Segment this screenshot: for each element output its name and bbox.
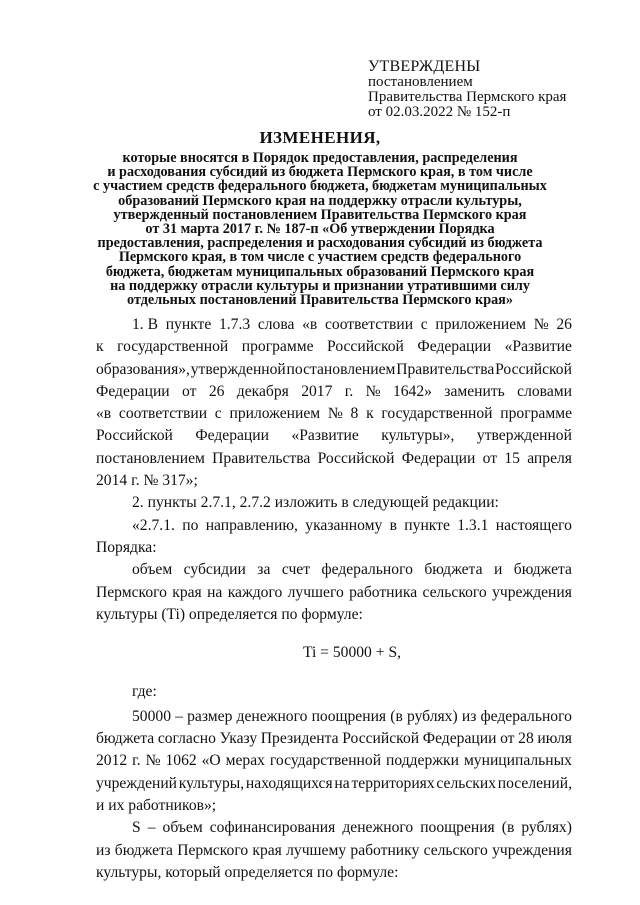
word: рублях)	[521, 819, 572, 837]
text-line	[96, 403, 572, 425]
text-line	[96, 728, 572, 750]
approval-line: от 02.03.2022 № 152-п	[368, 104, 511, 120]
word: Российской	[96, 427, 173, 445]
word: пункте	[165, 316, 212, 333]
word: учреждения	[492, 583, 572, 601]
word: приложением	[229, 405, 321, 423]
word: денежного	[236, 707, 308, 725]
word: 50000	[132, 707, 171, 725]
word: S	[132, 819, 141, 837]
text-line	[96, 336, 572, 358]
word: Пермского	[96, 583, 167, 601]
word: словами	[517, 382, 572, 400]
word: Указу	[219, 730, 258, 748]
word: Российской	[342, 730, 420, 748]
word: сельского	[423, 841, 488, 859]
word: согласно	[157, 730, 216, 748]
text-line	[96, 706, 572, 728]
word: лучшему	[286, 841, 347, 859]
word: с	[420, 316, 428, 333]
word: Российской	[317, 449, 395, 467]
word: денежного	[342, 819, 414, 837]
text-line	[96, 381, 572, 403]
word: «О	[201, 752, 221, 770]
word: направлению,	[205, 516, 298, 534]
text-line	[96, 425, 572, 447]
word: в	[389, 516, 397, 534]
text-line: 2014 г. № 317»;	[96, 472, 198, 490]
word: приложением	[435, 316, 527, 333]
word: 8	[350, 405, 359, 423]
word: образования»,	[96, 360, 190, 378]
text-line	[96, 582, 572, 604]
word: 2012	[96, 752, 128, 770]
word: поселений,	[497, 774, 572, 792]
word: заменить	[444, 382, 505, 400]
word: Правительства	[212, 449, 311, 467]
approval-line: Правительства Пермского края	[368, 89, 567, 105]
word: и	[493, 561, 503, 579]
word: Правительства	[396, 360, 495, 378]
text-line	[96, 359, 572, 381]
word: 1642»	[392, 382, 432, 400]
word: лучшего	[287, 583, 344, 601]
word: счет	[281, 561, 311, 579]
text-line: 2. пункты 2.7.1, 2.7.2 изложить в следующей редакции:	[132, 494, 499, 512]
text-line: Порядка:	[96, 538, 157, 556]
word: г.	[132, 752, 141, 770]
word: соответствии	[324, 316, 414, 333]
word: работнику	[350, 841, 420, 859]
text-line	[96, 448, 572, 470]
word: программе	[241, 338, 314, 356]
word: настоящего	[495, 516, 572, 534]
word: –	[147, 819, 156, 837]
word: Федерации	[422, 730, 497, 748]
word: (в	[501, 819, 515, 837]
word: бюджета	[96, 730, 155, 748]
word: с	[214, 405, 222, 423]
word: Федерации	[417, 338, 492, 356]
formula: Ti = 50000 + S,	[302, 644, 402, 662]
word: Российской	[327, 338, 404, 356]
word: поощрения	[420, 819, 495, 837]
word: работника	[349, 583, 418, 601]
word: указанному	[305, 516, 383, 534]
word: №	[327, 405, 343, 423]
subtitle-line: бюджета, бюджетам муниципальных образований Пермского края	[105, 263, 535, 280]
word: 15	[504, 449, 520, 467]
text-line	[96, 750, 572, 772]
word: на	[334, 774, 350, 792]
word: Президента	[260, 730, 339, 748]
subtitle-line: утвержденный постановлением Правительства Пермского края	[113, 206, 527, 223]
word: –	[175, 707, 183, 725]
word: муниципальных	[463, 752, 572, 770]
word: бюджета	[513, 561, 572, 579]
word: от	[182, 382, 197, 400]
word: размер	[187, 707, 233, 725]
word: к	[366, 405, 374, 423]
word: субсидии	[183, 561, 246, 579]
document-subtitle	[0, 151, 640, 307]
subtitle-line: и расходования субсидий из бюджета Пермского края, в том числе	[107, 164, 533, 181]
word: сельских	[436, 774, 496, 792]
word: за	[257, 561, 271, 579]
word: от	[482, 449, 498, 467]
word: края	[172, 583, 202, 601]
word: соответствии	[118, 405, 208, 423]
approval-stamp	[368, 58, 566, 120]
word: 1. В	[132, 316, 158, 333]
word: сельского	[422, 583, 487, 601]
word: пункте	[404, 516, 450, 534]
word: «Развитие	[504, 338, 572, 356]
subtitle-line: с участием средств федерального бюджета, бюджетам муниципальных	[93, 178, 547, 195]
word: культуры,	[178, 774, 245, 792]
word: постановлением	[96, 449, 205, 467]
word: июля	[537, 730, 572, 748]
word: софинансирования	[209, 819, 336, 837]
subtitle-line: образований Пермского края на поддержку отрасли культуры,	[118, 192, 522, 209]
word: бюджета	[114, 841, 173, 859]
word: к	[96, 338, 104, 356]
text-line	[96, 773, 572, 795]
word: 1.3.1	[457, 516, 489, 534]
subtitle-line: на поддержку отрасли культуры и признании утратившими силу	[110, 277, 530, 294]
word: Федерации	[96, 382, 170, 400]
word: бюджета	[424, 561, 483, 579]
word: «в	[302, 316, 318, 333]
word: каждого	[227, 583, 283, 601]
word: учреждений	[96, 774, 178, 792]
word: поощрения	[311, 707, 387, 725]
word: №	[365, 382, 381, 400]
word: государственной	[381, 405, 493, 423]
text-line: где:	[132, 683, 157, 701]
approval-line: постановлением	[368, 74, 473, 90]
word: рублях)	[407, 707, 458, 725]
word: находящихся	[245, 774, 333, 792]
word: декабря	[236, 382, 289, 400]
word: «Развитие	[291, 427, 359, 445]
text-line	[96, 817, 572, 839]
word: 28	[518, 730, 534, 748]
subtitle-line: отдельных постановлений Правительства Пермского края»	[127, 292, 513, 309]
word: края	[252, 841, 282, 859]
text-line	[96, 515, 572, 537]
word: 1062	[165, 752, 197, 770]
word: постановлением	[286, 360, 396, 378]
text-line: культуры, который определяется по формуле:	[96, 863, 399, 881]
word: учреждения	[492, 841, 572, 859]
subtitle-line: которые вносятся в Порядок предоставления, распределения	[122, 150, 518, 166]
word: культуры»,	[381, 427, 455, 445]
word: из	[461, 707, 477, 725]
subtitle-line: от 31 марта 2017 г. № 187-п «Об утверждении Порядка	[145, 221, 495, 238]
text-line: и их работников»;	[96, 796, 217, 814]
word: 1.7.3	[218, 316, 251, 333]
word: мерах	[225, 752, 265, 770]
document-title: ИЗМЕНЕНИЯ,	[259, 128, 381, 147]
word: «в	[96, 405, 112, 423]
text-line	[96, 314, 572, 336]
word: утвержденной	[190, 360, 286, 378]
word: из	[96, 841, 111, 859]
text-line	[96, 559, 572, 581]
subtitle-line: предоставления, распределения и расходования субсидий из бюджета	[97, 235, 543, 252]
word: №	[145, 752, 161, 770]
word: федерального	[321, 561, 413, 579]
word: Федерации	[195, 427, 269, 445]
word: государственной	[117, 338, 229, 356]
word: федерального	[480, 707, 572, 725]
word: апреля	[527, 449, 572, 467]
word: Пермского	[177, 841, 249, 859]
word: №	[533, 316, 549, 333]
word: объем	[132, 561, 173, 579]
word: государственной	[269, 752, 382, 770]
word: на	[207, 583, 223, 601]
word: (в	[390, 707, 403, 725]
word: 26	[208, 382, 225, 400]
subtitle-line: Пермского края, в том числе с участием средств федерального	[118, 249, 522, 266]
word: 26	[556, 316, 572, 333]
text-line	[96, 840, 572, 862]
word: программе	[500, 405, 572, 423]
word: Федерации	[401, 449, 476, 467]
word: утвержденной	[476, 427, 572, 445]
word: «2.7.1.	[132, 516, 175, 534]
word: Российской	[495, 360, 572, 378]
word: от	[500, 730, 515, 748]
document-body	[96, 314, 572, 884]
word: поддержки	[386, 752, 459, 770]
text-line: культуры (Ti) определяется по формуле:	[96, 605, 363, 623]
approval-heading: УТВЕРЖДЕНЫ	[368, 58, 481, 75]
word: территориях	[351, 774, 435, 792]
word: г.	[344, 382, 354, 400]
word: слова	[257, 316, 295, 333]
word: по	[182, 516, 199, 534]
word: 2017	[301, 382, 333, 400]
word: объем	[162, 819, 203, 837]
